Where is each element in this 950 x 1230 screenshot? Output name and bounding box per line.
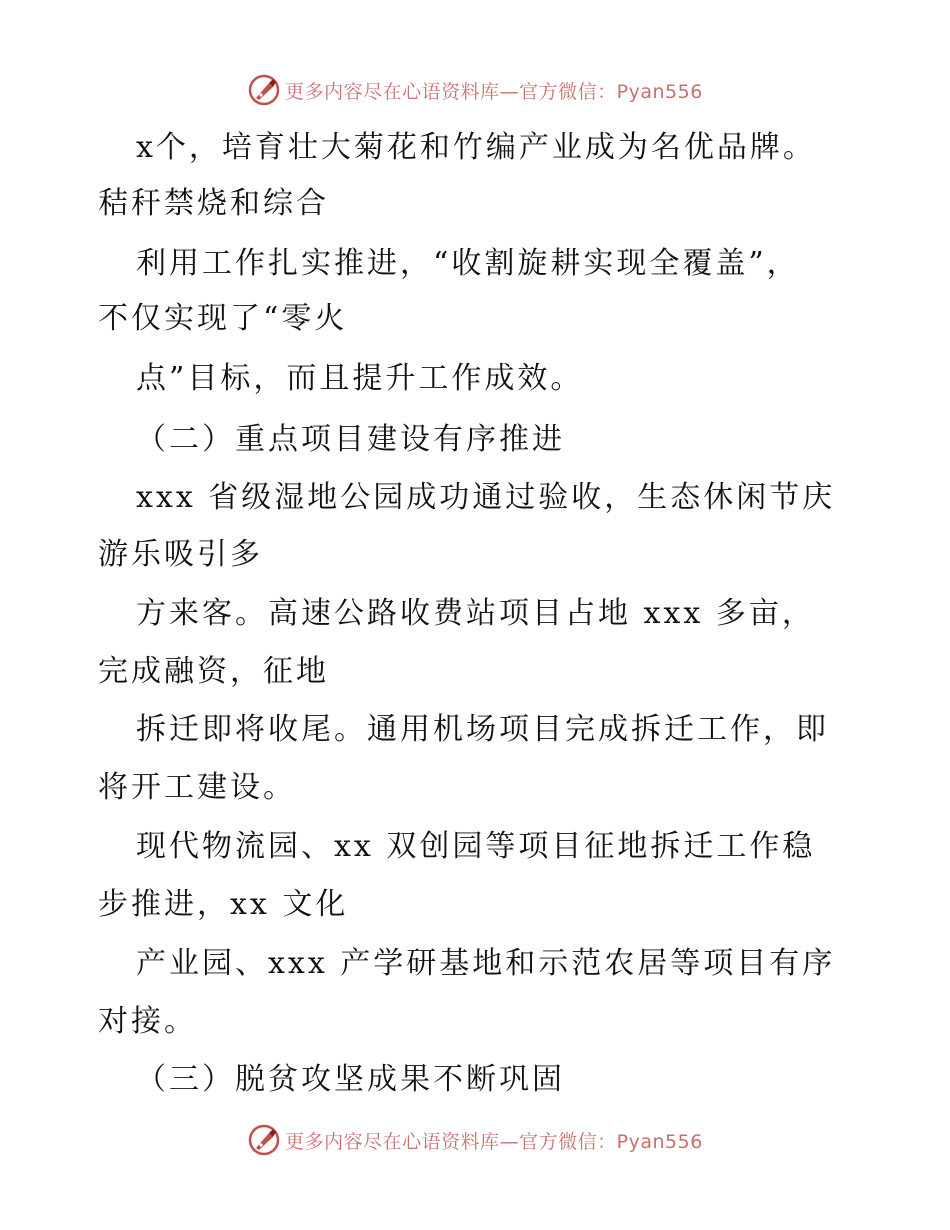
pen-nib-icon bbox=[247, 73, 281, 107]
text-line: 不仅实现了“零火 bbox=[98, 301, 348, 336]
text-line: 利用工作扎实推进，“收割旋耕实现全覆盖”， bbox=[136, 246, 800, 281]
text-line: 步推进，xx 文化 bbox=[98, 887, 349, 922]
text-line: 产业园、xxx 产学研基地和示范农居等项目有序 bbox=[136, 946, 836, 981]
text-line: 方来客。高速公路收费站项目占地 xxx 多亩， bbox=[136, 596, 815, 631]
pen-nib-icon bbox=[247, 1123, 281, 1157]
section-heading: （二）重点项目建设有序推进 bbox=[136, 422, 565, 457]
text-line: 游乐吸引多 bbox=[98, 537, 263, 572]
text-line: xxx 省级湿地公园成功通过验收，生态休闲节庆 bbox=[136, 480, 836, 515]
text-line: 对接。 bbox=[98, 1004, 197, 1039]
text-line: 秸秆禁烧和综合 bbox=[98, 186, 329, 221]
footer-watermark-text: 更多内容尽在心语资料库—官方微信：Pyan556 bbox=[285, 1130, 703, 1153]
header-watermark-text: 更多内容尽在心语资料库—官方微信：Pyan556 bbox=[285, 80, 703, 103]
footer-watermark bbox=[0, 1120, 950, 1160]
text-line: 现代物流园、xx 双创园等项目征地拆迁工作稳 bbox=[136, 829, 816, 864]
text-line: 将开工建设。 bbox=[98, 770, 296, 805]
text-line: 拆迁即将收尾。通用机场项目完成拆迁工作，即 bbox=[136, 712, 829, 747]
text-line: x个，培育壮大菊花和竹编产业成为名优品牌。 bbox=[136, 130, 816, 165]
header-watermark bbox=[0, 70, 950, 110]
text-line: 完成融资，征地 bbox=[98, 654, 329, 689]
text-line: 点”目标，而且提升工作成效。 bbox=[136, 361, 584, 396]
section-heading: （三）脱贫攻坚成果不断巩固 bbox=[136, 1062, 565, 1097]
